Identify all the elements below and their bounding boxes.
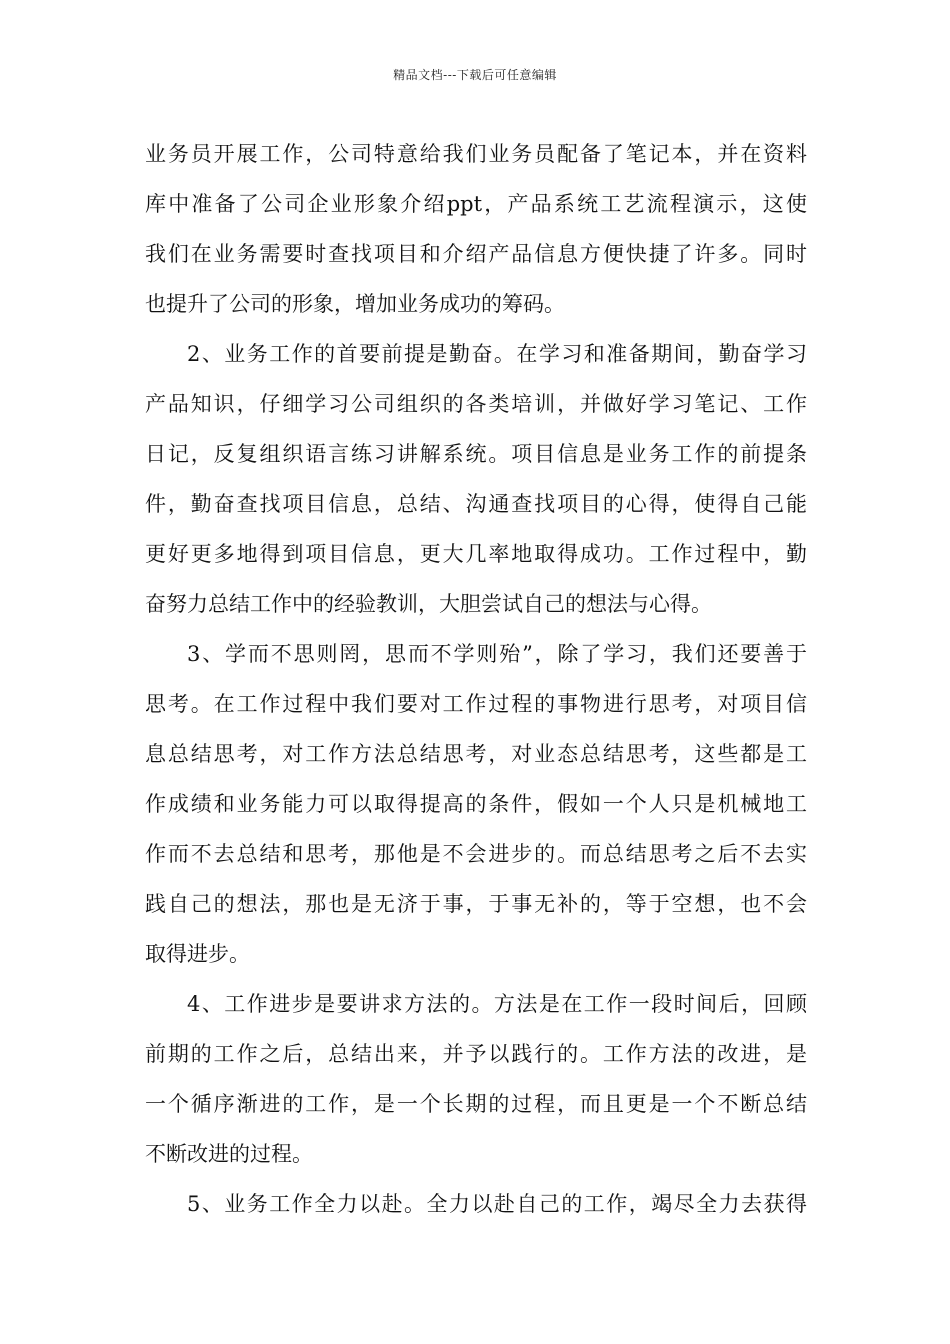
text-line: 我们在业务需要时查找项目和介绍产品信息方便快捷了许多。同时: [145, 242, 807, 266]
text-line: 也提升了公司的形象，增加业务成功的筹码。: [145, 292, 565, 316]
text-line: 作而不去总结和思考，那他是不会进步的。而总结思考之后不去实: [145, 842, 807, 866]
paragraph-3: [145, 629, 807, 979]
text-line: 3、学而不思则罔，思而不学则殆”，除了学习，我们还要善于: [187, 642, 807, 666]
text-line: 5、业务工作全力以赴。全力以赴自己的工作，竭尽全力去获得: [187, 1192, 807, 1216]
text-line: 不断改进的过程。: [145, 1142, 313, 1166]
text-line: 息总结思考，对工作方法总结思考，对业态总结思考，这些都是工: [145, 742, 807, 766]
text-line: 产品知识，仔细学习公司组织的各类培训，并做好学习笔记、工作: [145, 392, 807, 416]
text-line: 日记，反复组织语言练习讲解系统。项目信息是业务工作的前提条: [145, 442, 807, 466]
text-line: 库中准备了公司企业形象介绍ppt，产品系统工艺流程演示，这使: [145, 192, 807, 216]
text-line: 4、工作进步是要讲求方法的。方法是在工作一段时间后，回顾: [187, 992, 807, 1016]
text-line: 思考。在工作过程中我们要对工作过程的事物进行思考，对项目信: [145, 692, 807, 716]
paragraph-1: [145, 129, 807, 329]
text-line: 作成绩和业务能力可以取得提高的条件，假如一个人只是机械地工: [145, 792, 807, 816]
text-line: 奋努力总结工作中的经验教训，大胆尝试自己的想法与心得。: [145, 592, 712, 616]
text-line: 一个循序渐进的工作，是一个长期的过程，而且更是一个不断总结: [145, 1092, 807, 1116]
paragraph-5: [145, 1179, 807, 1229]
paragraph-2: [145, 329, 807, 629]
text-line: 取得进步。: [145, 942, 250, 966]
document-body: [145, 129, 807, 1229]
paragraph-4: [145, 979, 807, 1179]
text-line: 业务员开展工作，公司特意给我们业务员配备了笔记本，并在资料: [145, 142, 807, 166]
text-line: 践自己的想法，那也是无济于事，于事无补的，等于空想，也不会: [145, 892, 807, 916]
page-header: 精品文档---下载后可任意编辑: [393, 68, 557, 82]
text-line: 件，勤奋查找项目信息，总结、沟通查找项目的心得，使得自己能: [145, 492, 807, 516]
text-line: 前期的工作之后，总结出来，并予以践行的。工作方法的改进，是: [145, 1042, 807, 1066]
text-line: 更好更多地得到项目信息，更大几率地取得成功。工作过程中，勤: [145, 542, 807, 566]
text-line: 2、业务工作的首要前提是勤奋。在学习和准备期间，勤奋学习: [187, 342, 807, 366]
